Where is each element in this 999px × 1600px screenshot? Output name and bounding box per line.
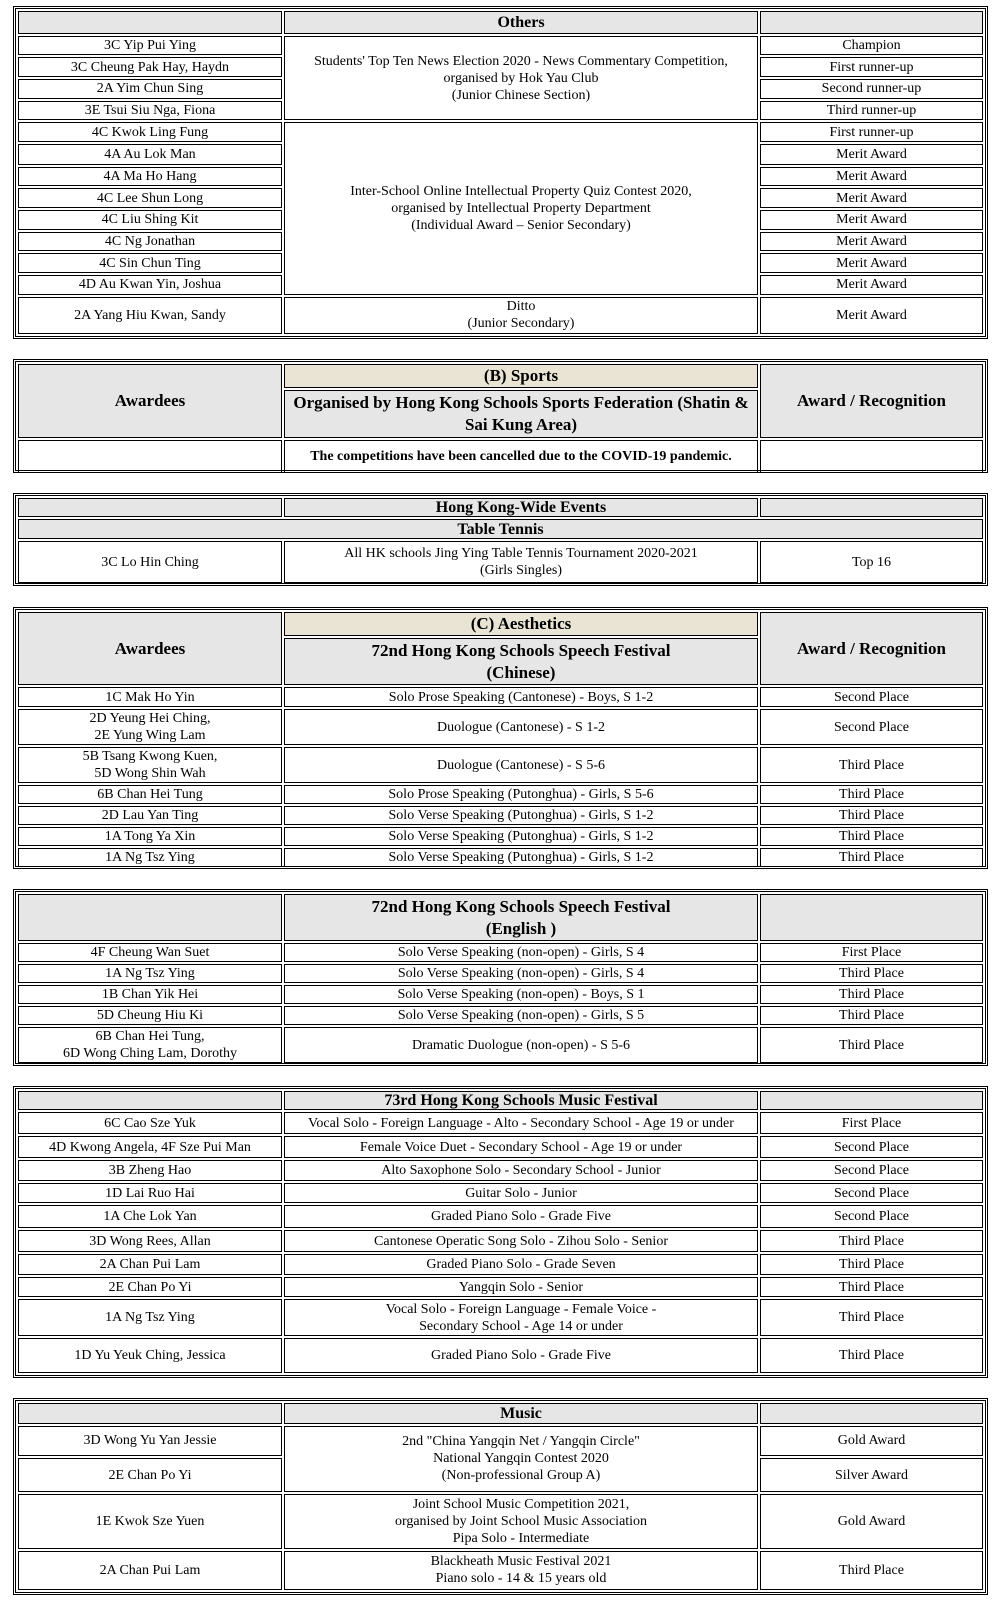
award-cell: Second Place: [760, 709, 983, 745]
awardee-cell: 2A Chan Pui Lam: [18, 1551, 282, 1590]
awardee-cell: 3B Zheng Hao: [18, 1160, 282, 1180]
awardee-cell: 4D Kwong Angela, 4F Sze Pui Man: [18, 1136, 282, 1159]
award-cell: Second Place: [760, 1183, 983, 1203]
event-cell: Solo Verse Speaking (non-open) - Boys, S 1: [284, 985, 758, 1004]
awardee-cell: 1A Ng Tsz Ying: [18, 1299, 282, 1336]
event-cell: Students' Top Ten News Election 2020 - News Commentary Competition, organised by Hok Yau Club (Junior Chinese Section): [284, 36, 758, 121]
award-cell: Third Place: [760, 785, 983, 804]
award-cell: Third Place: [760, 1338, 983, 1373]
award-cell: Third Place: [760, 747, 983, 783]
event-cell: Yangqin Solo - Senior: [284, 1277, 758, 1297]
awardee-cell: 3C Yip Pui Ying: [18, 36, 282, 56]
award-cell: Merit Award: [760, 232, 983, 252]
sports-section: [13, 359, 988, 473]
awardee-cell: 1C Mak Ho Yin: [18, 687, 282, 707]
event-cell: Solo Verse Speaking (non-open) - Girls, S 4: [284, 943, 758, 962]
event-cell: Cantonese Operatic Song Solo - Zihou Solo - Senior: [284, 1230, 758, 1253]
awardee-cell: 4C Lee Shun Long: [18, 188, 282, 208]
award-cell: Third Place: [760, 1277, 983, 1297]
award-header: Award / Recognition: [760, 612, 983, 685]
music-section: [13, 1398, 988, 1595]
header-blank: [18, 11, 282, 34]
header-blank: [760, 1403, 983, 1424]
hk-wide-section: [13, 493, 988, 586]
award-cell: Merit Award: [760, 210, 983, 230]
award-cell: Champion: [760, 36, 983, 56]
header-blank: [18, 894, 282, 941]
event-cell: Duologue (Cantonese) - S 1-2: [284, 709, 758, 745]
header-blank: [760, 498, 983, 517]
event-cell: Vocal Solo - Foreign Language - Female Voice - Secondary School - Age 14 or under: [284, 1299, 758, 1336]
awardee-cell: 6B Chan Hei Tung: [18, 785, 282, 804]
award-cell: Third Place: [760, 985, 983, 1004]
awardee-cell: 5D Cheung Hiu Ki: [18, 1006, 282, 1025]
award-cell: Third Place: [760, 1230, 983, 1253]
award-cell: Merit Award: [760, 275, 983, 295]
awardee-cell: 2D Yeung Hei Ching, 2E Yung Wing Lam: [18, 709, 282, 745]
event-cell: Ditto (Junior Secondary): [284, 297, 758, 334]
event-cell: Solo Verse Speaking (Putonghua) - Girls, S 1-2: [284, 806, 758, 825]
award-cell: Merit Award: [760, 188, 983, 208]
event-cell: Dramatic Duologue (non-open) - S 5-6: [284, 1027, 758, 1063]
award-cell: Third Place: [760, 1027, 983, 1063]
awardee-cell: 4D Au Kwan Yin, Joshua: [18, 275, 282, 295]
awardee-cell: 2E Chan Po Yi: [18, 1277, 282, 1297]
event-cell: Vocal Solo - Foreign Language - Alto - Secondary School - Age 19 or under: [284, 1112, 758, 1133]
event-cell: Solo Verse Speaking (Putonghua) - Girls, S 1-2: [284, 848, 758, 867]
awardee-cell: 1B Chan Yik Hei: [18, 985, 282, 1004]
hk-wide-title: Hong Kong-Wide Events: [284, 498, 758, 517]
event-cell: Graded Piano Solo - Grade Five: [284, 1205, 758, 1228]
award-cell: Merit Award: [760, 167, 983, 187]
awardee-cell: 4A Au Lok Man: [18, 144, 282, 165]
award-cell: Gold Award: [760, 1494, 983, 1549]
award-cell: Second Place: [760, 1136, 983, 1159]
award-header: Award / Recognition: [760, 364, 983, 438]
award-cell: Third Place: [760, 1254, 983, 1274]
awardee-cell: 1D Lai Ruo Hai: [18, 1183, 282, 1203]
event-cell: Solo Verse Speaking (non-open) - Girls, S 5: [284, 1006, 758, 1025]
empty-cell: [760, 440, 983, 473]
award-cell: First Place: [760, 1112, 983, 1133]
event-cell: Inter-School Online Intellectual Property Quiz Contest 2020, organised by Intellectual Property Department (Individual Award – Senior Secondary): [284, 122, 758, 294]
award-cell: Silver Award: [760, 1458, 983, 1492]
awardee-cell: 2A Yang Hiu Kwan, Sandy: [18, 297, 282, 334]
award-cell: Third runner-up: [760, 101, 983, 121]
awardee-cell: 6B Chan Hei Tung, 6D Wong Ching Lam, Dorothy: [18, 1027, 282, 1063]
header-blank: [18, 1091, 282, 1110]
awardee-cell: 6C Cao Sze Yuk: [18, 1112, 282, 1133]
awardee-cell: 1A Ng Tsz Ying: [18, 964, 282, 983]
event-cell: 2nd "China Yangqin Net / Yangqin Circle" National Yangqin Contest 2020 (Non-professional Group A): [284, 1426, 758, 1493]
header-blank: [18, 498, 282, 517]
awardee-cell: 4C Liu Shing Kit: [18, 210, 282, 230]
award-cell: Second Place: [760, 687, 983, 707]
others-title: Others: [284, 11, 758, 34]
award-cell: Third Place: [760, 848, 983, 867]
award-cell: Third Place: [760, 806, 983, 825]
awardee-cell: 4C Kwok Ling Fung: [18, 122, 282, 142]
award-cell: Second Place: [760, 1205, 983, 1228]
others-section: [13, 6, 988, 339]
award-cell: Merit Award: [760, 253, 983, 273]
awardees-header: Awardees: [18, 364, 282, 438]
awardee-cell: 5B Tsang Kwong Kuen, 5D Wong Shin Wah: [18, 747, 282, 783]
sports-organiser: Organised by Hong Kong Schools Sports Federation (Shatin & Sai Kung Area): [284, 390, 758, 438]
awardee-cell: 4A Ma Ho Hang: [18, 167, 282, 187]
speech-chinese-subtitle: 72nd Hong Kong Schools Speech Festival (Chinese): [284, 638, 758, 685]
aesthetics-section-title: (C) Aesthetics: [284, 612, 758, 636]
header-blank: [760, 1091, 983, 1110]
event-cell: Graded Piano Solo - Grade Five: [284, 1338, 758, 1373]
awardee-cell: 3D Wong Rees, Allan: [18, 1230, 282, 1253]
event-cell: Duologue (Cantonese) - S 5-6: [284, 747, 758, 783]
awardee-cell: 1A Ng Tsz Ying: [18, 848, 282, 867]
awardee-cell: 1E Kwok Sze Yuen: [18, 1494, 282, 1549]
award-cell: Third Place: [760, 1551, 983, 1590]
award-cell: Second runner-up: [760, 79, 983, 99]
event-cell: Blackheath Music Festival 2021 Piano solo - 14 & 15 years old: [284, 1551, 758, 1590]
event-cell: Solo Prose Speaking (Cantonese) - Boys, S 1-2: [284, 687, 758, 707]
awardee-cell: 4C Ng Jonathan: [18, 232, 282, 252]
award-cell: First Place: [760, 943, 983, 962]
cancellation-note: The competitions have been cancelled due to the COVID-19 pandemic.: [284, 440, 758, 473]
award-cell: First runner-up: [760, 57, 983, 77]
awardee-cell: 3C Cheung Pak Hay, Haydn: [18, 57, 282, 77]
event-cell: Joint School Music Competition 2021, organised by Joint School Music Association Pipa Solo - Intermediate: [284, 1494, 758, 1549]
awardee-cell: 2A Chan Pui Lam: [18, 1254, 282, 1274]
event-cell: Alto Saxophone Solo - Secondary School - Junior: [284, 1160, 758, 1180]
speech-english-section: [13, 889, 988, 1066]
event-cell: Graded Piano Solo - Grade Seven: [284, 1254, 758, 1274]
awardee-cell: 4F Cheung Wan Suet: [18, 943, 282, 962]
awardee-cell: 4C Sin Chun Ting: [18, 253, 282, 273]
awardee-cell: 3D Wong Yu Yan Jessie: [18, 1426, 282, 1457]
awardee-cell: 1A Tong Ya Xin: [18, 827, 282, 846]
award-cell: Merit Award: [760, 144, 983, 165]
awardees-header: Awardees: [18, 612, 282, 685]
award-cell: Second Place: [760, 1160, 983, 1180]
awardee-cell: 3C Lo Hin Ching: [18, 541, 282, 583]
header-blank: [18, 1403, 282, 1424]
awardee-cell: 3E Tsui Siu Nga, Fiona: [18, 101, 282, 121]
awardee-cell: 2D Lau Yan Ting: [18, 806, 282, 825]
awardee-cell: 1D Yu Yeuk Ching, Jessica: [18, 1338, 282, 1373]
music-festival-title: 73rd Hong Kong Schools Music Festival: [284, 1091, 758, 1110]
award-cell: Third Place: [760, 1006, 983, 1025]
awardee-cell: 2A Yim Chun Sing: [18, 79, 282, 99]
header-blank: [760, 894, 983, 941]
award-cell: Top 16: [760, 541, 983, 583]
event-cell: Solo Verse Speaking (Putonghua) - Girls, S 1-2: [284, 827, 758, 846]
award-cell: Third Place: [760, 1299, 983, 1336]
awardee-cell: 2E Chan Po Yi: [18, 1458, 282, 1492]
empty-cell: [18, 440, 282, 473]
awardee-cell: 1A Che Lok Yan: [18, 1205, 282, 1228]
speech-english-title: 72nd Hong Kong Schools Speech Festival (English ): [284, 894, 758, 941]
award-cell: Merit Award: [760, 297, 983, 334]
header-blank: [760, 11, 983, 34]
event-cell: Female Voice Duet - Secondary School - Age 19 or under: [284, 1136, 758, 1159]
award-cell: Gold Award: [760, 1426, 983, 1457]
event-cell: Solo Prose Speaking (Putonghua) - Girls, S 5-6: [284, 785, 758, 804]
sports-section-title: (B) Sports: [284, 364, 758, 388]
award-cell: Third Place: [760, 827, 983, 846]
music-festival-section: [13, 1086, 988, 1378]
music-title: Music: [284, 1403, 758, 1424]
table-tennis-subtitle: Table Tennis: [18, 519, 983, 539]
event-cell: Guitar Solo - Junior: [284, 1183, 758, 1203]
award-cell: Third Place: [760, 964, 983, 983]
aesthetics-section: [13, 607, 988, 869]
event-cell: All HK schools Jing Ying Table Tennis Tournament 2020-2021 (Girls Singles): [284, 541, 758, 583]
event-cell: Solo Verse Speaking (non-open) - Girls, S 4: [284, 964, 758, 983]
award-cell: First runner-up: [760, 122, 983, 142]
